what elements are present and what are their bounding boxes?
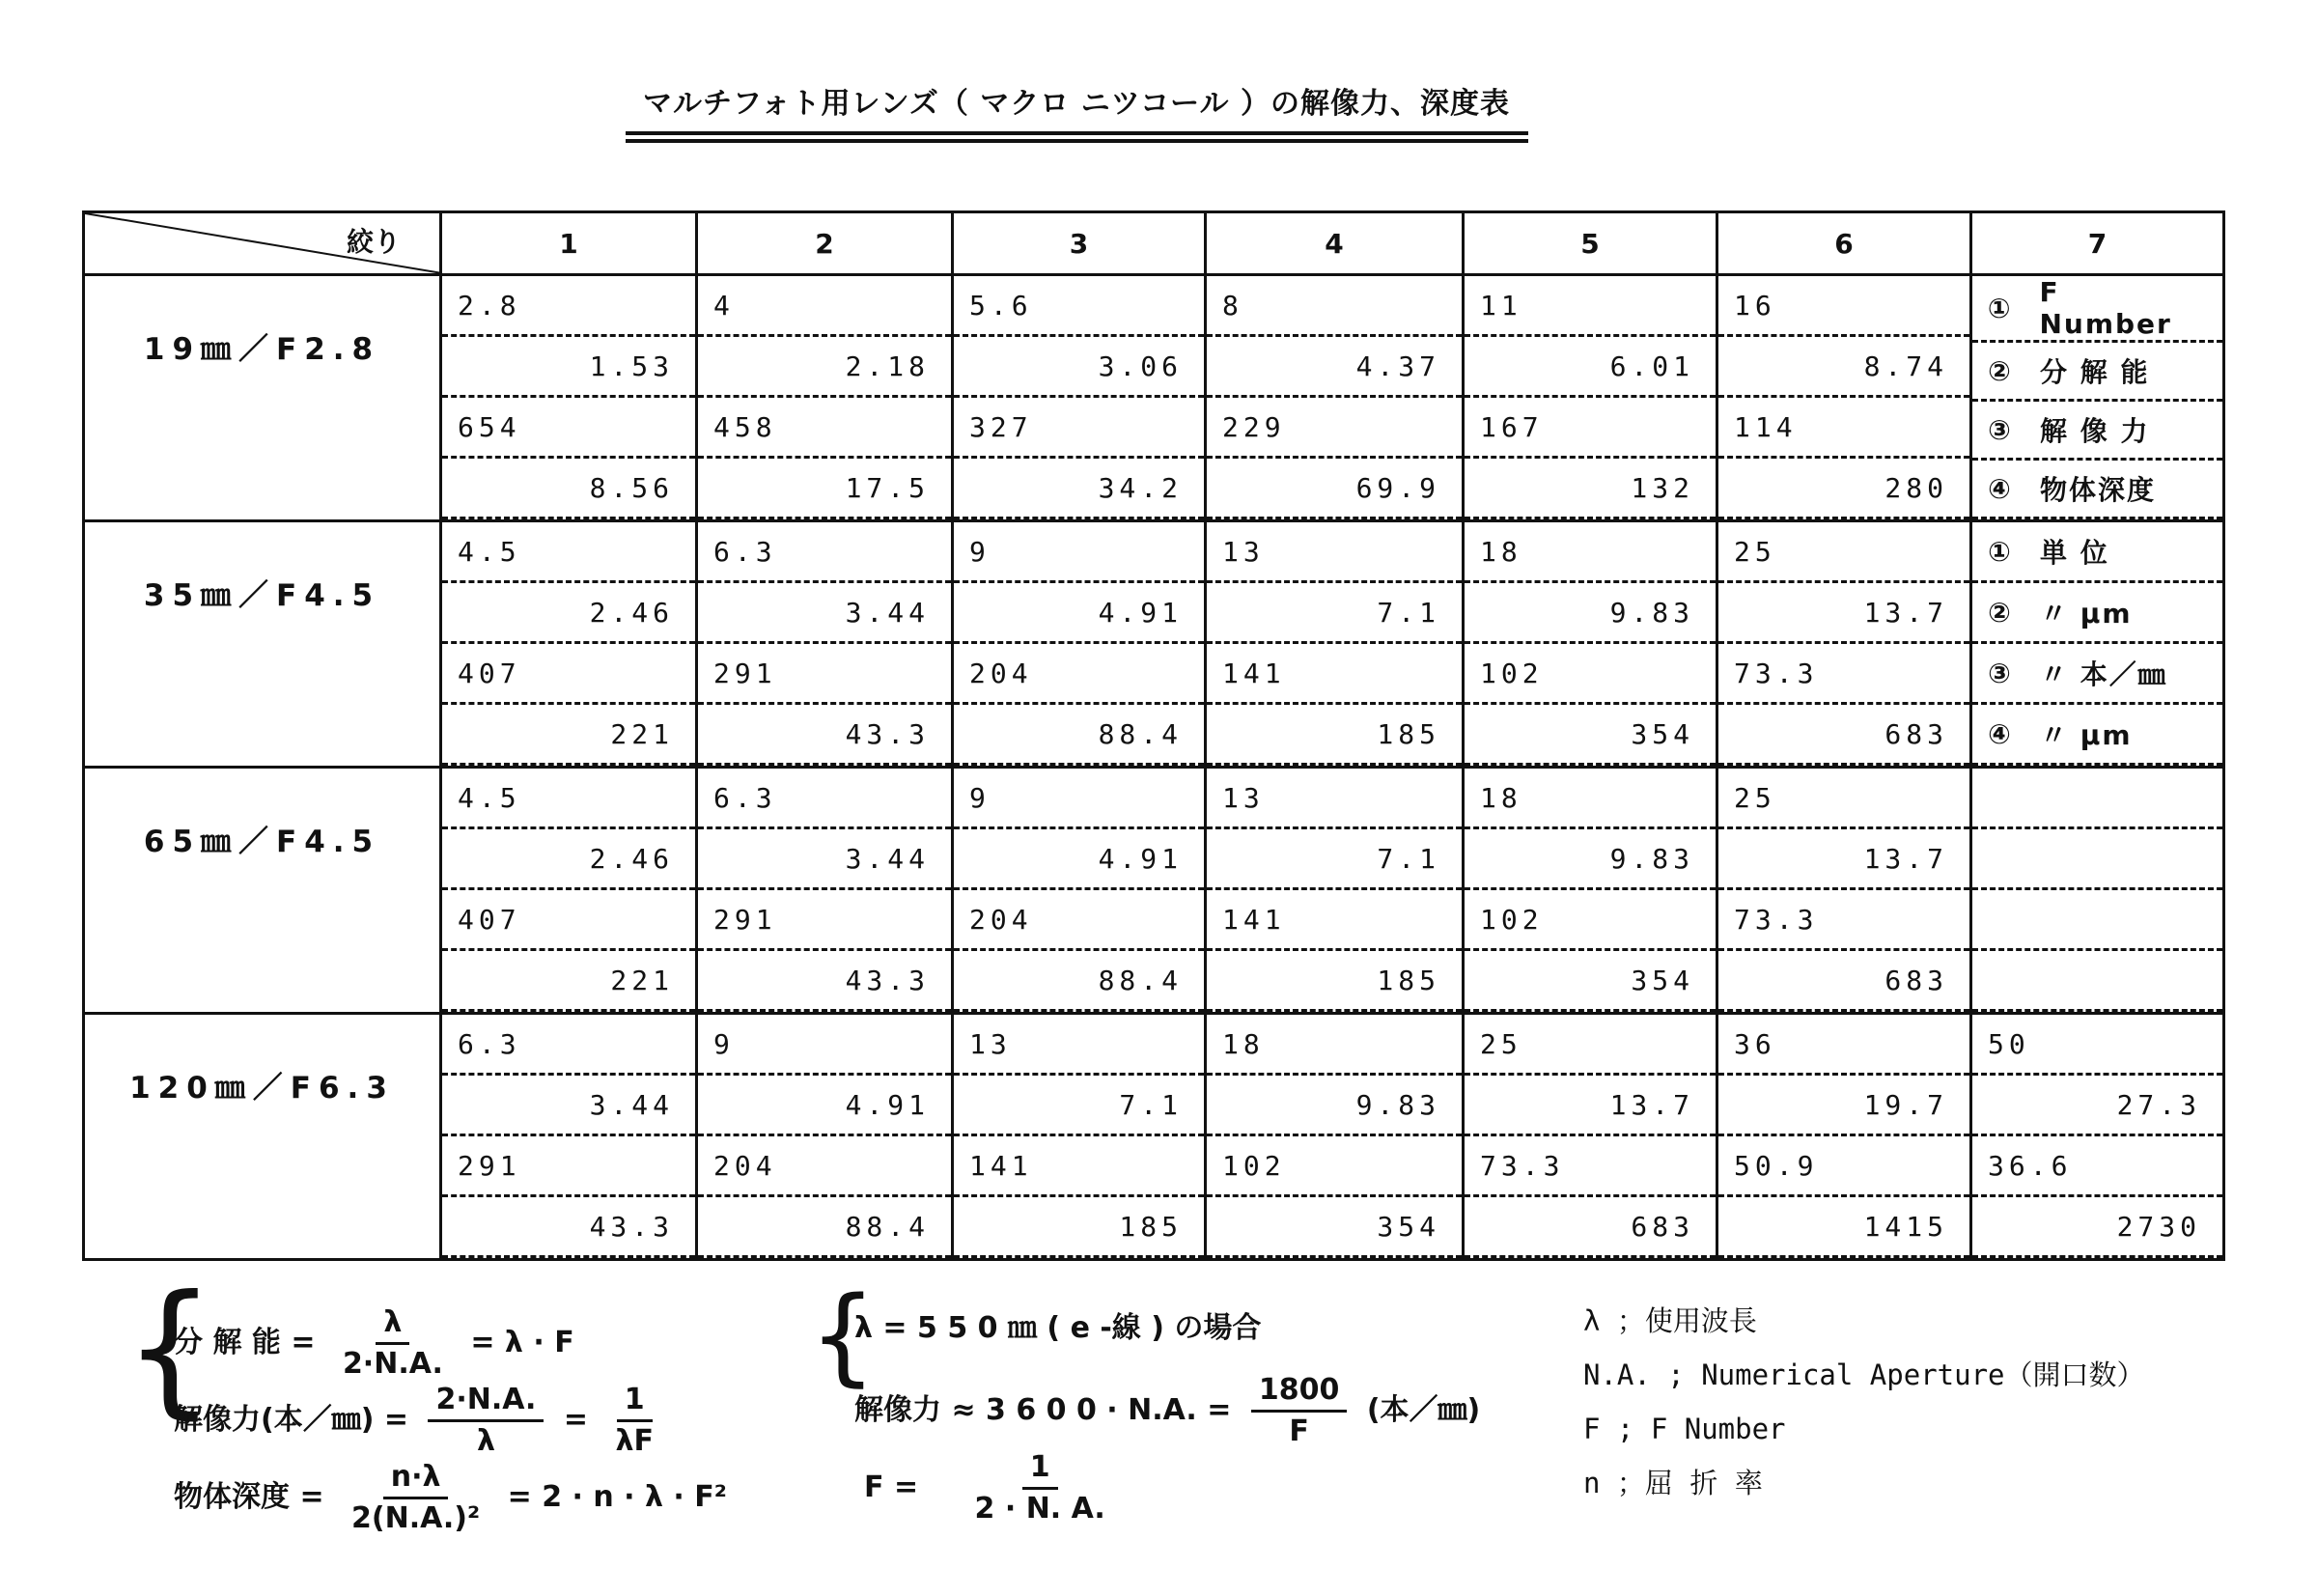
value-cell (697, 521, 953, 768)
resolution-value: 654 (442, 398, 695, 459)
legend-entry (1972, 705, 2222, 766)
resolving-power-value: 3.44 (442, 1076, 695, 1136)
resolution-value: 229 (1207, 398, 1462, 459)
lens-name: 19㎜／F2.8 (84, 275, 441, 521)
empty-line (1972, 951, 2222, 1012)
object-depth-value: 185 (1207, 705, 1462, 766)
resolving-power-value: 13.7 (1718, 829, 1969, 890)
f-number-value: 13 (1207, 522, 1462, 583)
value-cell (1717, 768, 1971, 1014)
column-header: 3 (953, 212, 1206, 275)
value-stack (1718, 522, 1969, 766)
value-cell (697, 275, 953, 521)
f-number-value: 25 (1465, 1015, 1716, 1076)
fraction (428, 1381, 544, 1461)
formula-equals: = (563, 1403, 589, 1437)
object-depth-value: 354 (1465, 951, 1716, 1012)
resolution-value: 141 (1207, 890, 1462, 951)
formula-label: 物体深度 = (174, 1480, 324, 1514)
empty-line (1972, 769, 2222, 829)
fraction (607, 1381, 660, 1461)
f-number-value: 18 (1207, 1015, 1462, 1076)
formula-unit: (本／㎜) (1366, 1393, 1481, 1427)
value-stack (698, 769, 951, 1012)
definition: λ ；使用波長 (1583, 1304, 1757, 1337)
resolving-power-value: 4.37 (1207, 337, 1462, 398)
value-cell (1206, 275, 1464, 521)
page-title: マルチフォト用レンズ（ マクロ ニツコール ）の解像力、深度表 (643, 87, 1510, 121)
lens-row (84, 768, 2224, 1014)
value-cell (697, 1014, 953, 1260)
value-cell (441, 521, 697, 768)
formula-result: = 2 · n · λ · F² (507, 1480, 727, 1514)
f-number-value: 9 (954, 769, 1204, 829)
formula-label: F = (864, 1470, 919, 1504)
value-stack (1972, 1015, 2222, 1258)
value-stack (1465, 522, 1716, 766)
f-number-value: 25 (1718, 522, 1969, 583)
resolution-value: 114 (1718, 398, 1969, 459)
value-stack (1465, 276, 1716, 519)
resolving-power-value: 2.46 (442, 829, 695, 890)
resolving-power-value: 3.44 (698, 829, 951, 890)
numerator: n·λ (383, 1458, 449, 1499)
object-depth-formula (174, 1458, 727, 1538)
definition: n ；屈 折 率 (1583, 1467, 1763, 1499)
legend-cell (1971, 275, 2224, 521)
legend-number: ② (1988, 354, 2013, 387)
value-cell (1717, 275, 1971, 521)
object-depth-value: 221 (442, 951, 695, 1012)
value-stack (1207, 522, 1462, 766)
numerator: 1 (1022, 1448, 1058, 1490)
legend-number: ① (1987, 292, 2013, 324)
value-stack (1465, 769, 1716, 1012)
lens-name: 35㎜／F4.5 (84, 521, 441, 768)
f-number-value: 16 (1718, 276, 1969, 337)
f-number-value: 13 (954, 1015, 1204, 1076)
numerator: λ (376, 1303, 409, 1345)
resolving-power-value: 7.1 (1207, 583, 1462, 644)
value-cell (953, 768, 1206, 1014)
f-number-value: 25 (1718, 769, 1969, 829)
value-stack (1207, 769, 1462, 1012)
f-number-value: 8 (1207, 276, 1462, 337)
legend-label: 〃 μm (2040, 598, 2133, 630)
resolving-power-value: 9.83 (1207, 1076, 1462, 1136)
resolution-value: 50.9 (1718, 1136, 1969, 1197)
legend-label: 〃 本／㎜ (2040, 658, 2167, 690)
value-cell (697, 768, 953, 1014)
resolution-value: 36.6 (1972, 1136, 2222, 1197)
resolution-value: 327 (954, 398, 1204, 459)
value-cell (1971, 1014, 2224, 1260)
value-stack (1718, 1015, 1969, 1258)
empty-stack (1972, 769, 2222, 1012)
legend-cell (1971, 521, 2224, 768)
legend-number: ④ (1988, 717, 2013, 750)
empty-cell (1971, 768, 2224, 1014)
resolution-value: 458 (698, 398, 951, 459)
value-cell (441, 1014, 697, 1260)
value-stack (1207, 1015, 1462, 1258)
value-cell (1464, 768, 1717, 1014)
resolution-value: 204 (954, 890, 1204, 951)
resolving-power-value: 19.7 (1718, 1076, 1969, 1136)
value-cell (1206, 1014, 1464, 1260)
object-depth-value: 221 (442, 705, 695, 766)
value-stack (442, 276, 695, 519)
middle-brace: { (809, 1274, 877, 1397)
object-depth-value: 43.3 (442, 1197, 695, 1258)
resolution-value: 291 (698, 644, 951, 705)
resolving-power-value: 4.91 (954, 829, 1204, 890)
resolution-value: 167 (1465, 398, 1716, 459)
resolution-value: 141 (1207, 644, 1462, 705)
f-number-value: 5.6 (954, 276, 1204, 337)
object-depth-value: 69.9 (1207, 459, 1462, 519)
object-depth-value: 88.4 (954, 951, 1204, 1012)
value-stack (1465, 1015, 1716, 1258)
resolving-power-value: 1.53 (442, 337, 695, 398)
resolving-power-value: 4.91 (954, 583, 1204, 644)
resolving-power-value: 27.3 (1972, 1076, 2222, 1136)
resolving-power-value: 13.7 (1465, 1076, 1716, 1136)
f-number-value: 13 (1207, 769, 1462, 829)
resolution-value: 73.3 (1465, 1136, 1716, 1197)
value-stack (698, 276, 951, 519)
fraction (967, 1448, 1113, 1528)
resolving-power-value: 3.06 (954, 337, 1204, 398)
legend-label: F Number (2039, 276, 2172, 340)
empty-line (1972, 890, 2222, 951)
numerator: 2·N.A. (428, 1381, 544, 1422)
value-cell (1717, 1014, 1971, 1260)
object-depth-value: 683 (1465, 1197, 1716, 1258)
resolution-value: 73.3 (1718, 644, 1969, 705)
resolution-value: 102 (1207, 1136, 1462, 1197)
resolving-power-value: 8.74 (1718, 337, 1969, 398)
fraction (1251, 1371, 1348, 1451)
value-cell (953, 521, 1206, 768)
column-header: 6 (1717, 212, 1971, 275)
legend-number: ① (1988, 535, 2013, 568)
formula-label: 分 解 能 = (174, 1326, 316, 1359)
value-cell (953, 275, 1206, 521)
denominator: 2 · N. A. (974, 1492, 1105, 1526)
legend-entry (1972, 276, 2222, 343)
value-stack (1718, 276, 1969, 519)
lens-row (84, 521, 2224, 768)
column-header: 1 (441, 212, 697, 275)
legend-label: 〃 μm (2040, 719, 2133, 751)
object-depth-value: 2730 (1972, 1197, 2222, 1258)
legend-label: 解 像 力 (2040, 415, 2150, 447)
value-cell (1464, 275, 1717, 521)
lens-row (84, 275, 2224, 521)
empty-line (1972, 829, 2222, 890)
resolving-power-value: 2.46 (442, 583, 695, 644)
left-brace: { (124, 1265, 216, 1433)
resolution-value: 102 (1465, 890, 1716, 951)
object-depth-value: 43.3 (698, 705, 951, 766)
legend-number: ④ (1988, 472, 2013, 505)
resolution-formula (174, 1381, 671, 1461)
denominator: λF (615, 1424, 654, 1458)
object-depth-value: 34.2 (954, 459, 1204, 519)
object-depth-value: 683 (1718, 951, 1969, 1012)
value-stack (442, 769, 695, 1012)
denominator: λ (476, 1424, 495, 1458)
value-stack (1718, 769, 1969, 1012)
resolving-power-value: 7.1 (1207, 829, 1462, 890)
f-number-value: 18 (1465, 769, 1716, 829)
column-header: 5 (1464, 212, 1717, 275)
approx-resolution-formula (854, 1371, 1480, 1451)
resolving-power-value: 9.83 (1465, 583, 1716, 644)
f-number-formula (864, 1448, 1123, 1528)
resolution-value: 204 (698, 1136, 951, 1197)
value-cell (1206, 768, 1464, 1014)
object-depth-value: 280 (1718, 459, 1969, 519)
formula-label: 解像力(本／㎜) = (174, 1403, 409, 1437)
title-underline (626, 131, 1528, 143)
resolution-value: 291 (442, 1136, 695, 1197)
object-depth-value: 354 (1207, 1197, 1462, 1258)
value-stack (698, 522, 951, 766)
f-number-value: 6.3 (698, 769, 951, 829)
legend-label: 物体深度 (2040, 474, 2157, 506)
formula-label: 解像力 ≈ 3 6 0 0 · N.A. = (854, 1393, 1232, 1427)
resolution-value: 291 (698, 890, 951, 951)
resolution-depth-table (82, 210, 2225, 1261)
legend-entry (1972, 461, 2222, 519)
value-cell (953, 1014, 1206, 1260)
value-stack (698, 1015, 951, 1258)
value-cell (1464, 1014, 1717, 1260)
legend-label: 分 解 能 (2040, 356, 2150, 388)
column-header: 4 (1206, 212, 1464, 275)
value-cell (1717, 521, 1971, 768)
resolution-value: 102 (1465, 644, 1716, 705)
object-depth-value: 185 (1207, 951, 1462, 1012)
resolving-power-value: 2.18 (698, 337, 951, 398)
f-number-value: 9 (954, 522, 1204, 583)
denominator: 2·N.A. (342, 1347, 443, 1381)
object-depth-value: 354 (1465, 705, 1716, 766)
object-depth-value: 683 (1718, 705, 1969, 766)
column-header: 7 (1971, 212, 2224, 275)
resolving-power-formula (174, 1303, 574, 1384)
legend-entry (1972, 583, 2222, 644)
fraction (335, 1303, 451, 1384)
corner-header (84, 212, 441, 275)
object-depth-value: 88.4 (954, 705, 1204, 766)
resolving-power-value: 13.7 (1718, 583, 1969, 644)
resolving-power-value: 4.91 (698, 1076, 951, 1136)
value-cell (441, 275, 697, 521)
f-number-value: 4 (698, 276, 951, 337)
legend-number: ③ (1988, 413, 2013, 446)
resolution-value: 407 (442, 890, 695, 951)
value-cell (1206, 521, 1464, 768)
definition: N.A. ; Numerical Aperture（開口数） (1583, 1358, 2145, 1391)
legend-number: ② (1988, 596, 2013, 629)
value-stack (954, 769, 1204, 1012)
resolving-power-value: 3.44 (698, 583, 951, 644)
resolution-value: 73.3 (1718, 890, 1969, 951)
resolving-power-value: 6.01 (1465, 337, 1716, 398)
f-number-value: 36 (1718, 1015, 1969, 1076)
column-header: 2 (697, 212, 953, 275)
resolving-power-value: 9.83 (1465, 829, 1716, 890)
wavelength-case: λ = 5 5 0 ㎚ ( e -線 ) の場合 (854, 1311, 1262, 1345)
aperture-label: 絞り (346, 226, 401, 258)
legend-entry (1972, 343, 2222, 402)
value-stack (442, 1015, 695, 1258)
formula-result: = λ · F (470, 1326, 574, 1359)
definition: F ; F Number (1583, 1413, 1786, 1445)
denominator: F (1289, 1414, 1309, 1448)
object-depth-value: 88.4 (698, 1197, 951, 1258)
f-number-value: 50 (1972, 1015, 2222, 1076)
resolution-value: 407 (442, 644, 695, 705)
f-number-value: 9 (698, 1015, 951, 1076)
object-depth-value: 8.56 (442, 459, 695, 519)
legend-label: 単 位 (2040, 537, 2109, 569)
resolution-value: 204 (954, 644, 1204, 705)
object-depth-value: 17.5 (698, 459, 951, 519)
f-number-value: 6.3 (698, 522, 951, 583)
f-number-value: 18 (1465, 522, 1716, 583)
lens-row (84, 1014, 2224, 1260)
f-number-value: 11 (1465, 276, 1716, 337)
object-depth-value: 185 (954, 1197, 1204, 1258)
value-stack (442, 522, 695, 766)
value-stack (954, 1015, 1204, 1258)
denominator: 2(N.A.)² (351, 1501, 481, 1535)
legend-entry (1972, 522, 2222, 583)
lens-name: 65㎜／F4.5 (84, 768, 441, 1014)
value-cell (441, 768, 697, 1014)
value-stack (954, 522, 1204, 766)
f-number-value: 4.5 (442, 522, 695, 583)
legend-entry (1972, 402, 2222, 461)
value-stack (1207, 276, 1462, 519)
legend-number: ③ (1988, 657, 2013, 689)
numerator: 1800 (1251, 1371, 1348, 1413)
fraction (344, 1458, 488, 1538)
f-number-value: 4.5 (442, 769, 695, 829)
legend-entry (1972, 644, 2222, 705)
object-depth-value: 1415 (1718, 1197, 1969, 1258)
symbol-definitions (1583, 1294, 2145, 1510)
numerator: 1 (617, 1381, 653, 1422)
header-row (84, 212, 2224, 275)
resolving-power-value: 7.1 (954, 1076, 1204, 1136)
object-depth-value: 132 (1465, 459, 1716, 519)
lens-name: 120㎜／F6.3 (84, 1014, 441, 1260)
object-depth-value: 43.3 (698, 951, 951, 1012)
legend-stack (1972, 276, 2222, 519)
resolution-value: 141 (954, 1136, 1204, 1197)
value-cell (1464, 521, 1717, 768)
value-stack (954, 276, 1204, 519)
legend-stack (1972, 522, 2222, 766)
f-number-value: 2.8 (442, 276, 695, 337)
f-number-value: 6.3 (442, 1015, 695, 1076)
